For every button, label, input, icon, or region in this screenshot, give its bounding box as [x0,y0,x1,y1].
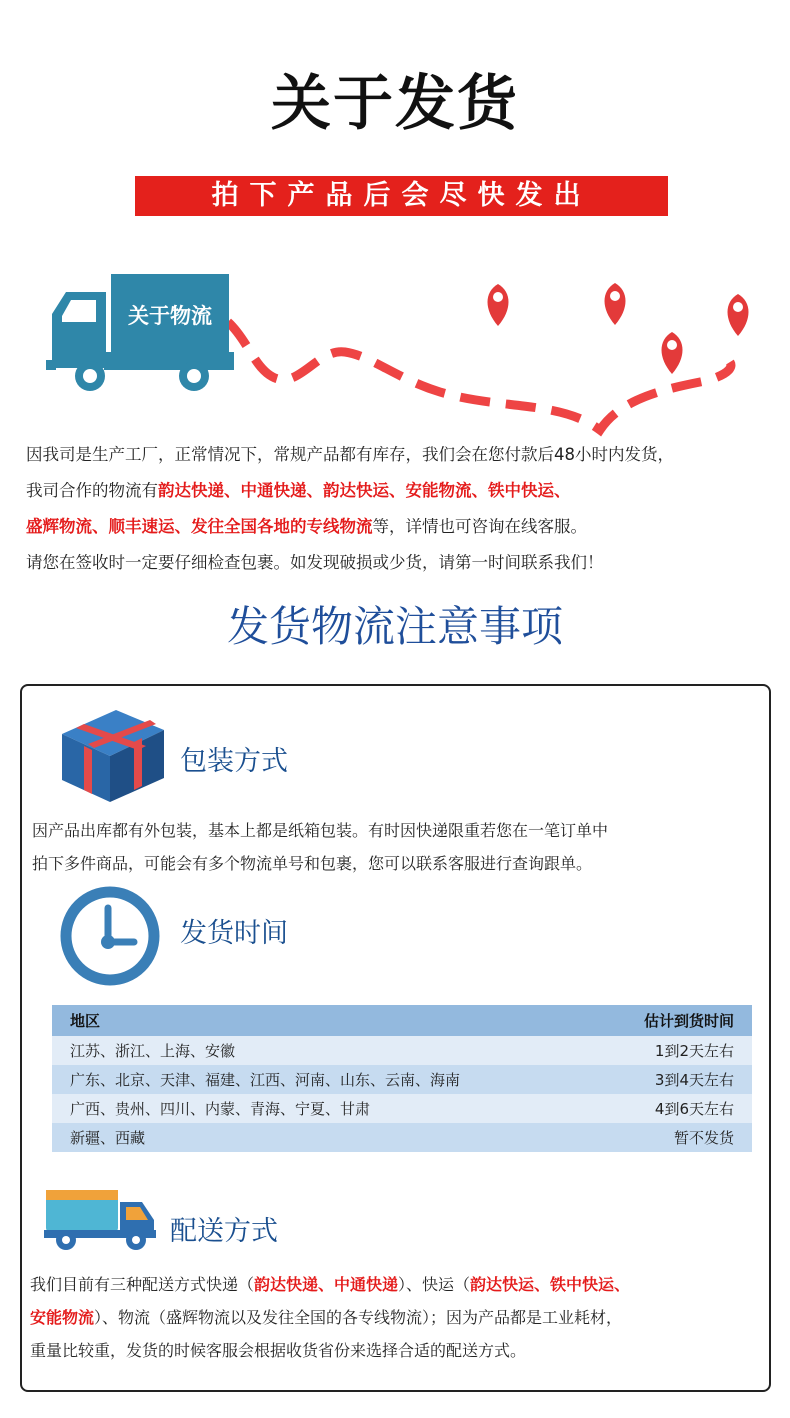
location-pin-icon [605,283,626,325]
time-cell: 暂不发货 [592,1123,752,1152]
intro-line: 我司合作的物流有韵达快递、中通快递、韵达快运、安能物流、铁中快运、 [26,481,571,500]
time-cell: 4到6天左右 [592,1094,752,1123]
delivery-heading: 配送方式 [170,1216,278,1247]
table-header-row [52,1005,752,1036]
location-pin-icon [662,332,683,374]
page-title: 关于发货 [271,69,519,139]
location-pin-icon [728,294,749,336]
packaging-heading: 包装方式 [180,746,288,777]
table-row [52,1036,752,1065]
region-cell: 新疆、西藏 [52,1123,592,1152]
section-title: 发货物流注意事项 [226,602,563,651]
time-cell: 3到4天左右 [592,1065,752,1094]
time-cell: 1到2天左右 [592,1036,752,1065]
intro-line: 因我司是生产工厂，正常情况下，常规产品都有库存，我们会在您付款后48小时内发货， [26,445,674,464]
carrier-list: 盛辉物流、顺丰速运、发往全国各地的专线物流 [26,517,373,536]
shipping-time-table [52,1005,752,1152]
location-pin-icon [488,284,509,326]
table-row [52,1094,752,1123]
delivery-truck-icon [44,1186,156,1252]
intro-paragraph [26,437,776,581]
intro-line: 请您在签收时一定要仔细检查包裹。如发现破损或少货，请第一时间联系我们！ [26,553,604,572]
region-cell: 广东、北京、天津、福建、江西、河南、山东、云南、海南 [52,1065,592,1094]
delivery-text: 我们目前有三种配送方式快递（韵达快递、中通快递）、快运（韵达快运、铁中快运、 安能物流）、物流（盛辉物流以及发往全国的各专线物流）；因为产品都是工业耗材， 重量比较重，发货的时候客服会根据收货省份来选择合适的配送方式。 [30,1275,631,1360]
table-row [52,1065,752,1094]
truck-icon [44,272,234,392]
package-box-icon [58,704,168,804]
column-header-time: 估计到货时间 [592,1005,752,1036]
shipping-banner: 拍下产品后会尽快发出 [135,176,668,216]
carrier-list: 韵达快递、中通快递、韵达快运、安能物流、铁中快运、 [158,481,571,500]
region-cell: 广西、贵州、四川、内蒙、青海、宁夏、甘肃 [52,1094,592,1123]
table-row [52,1123,752,1152]
clock-icon [58,884,162,988]
region-cell: 江苏、浙江、上海、安徽 [52,1036,592,1065]
truck-label: 关于物流 [111,274,229,352]
shipping-time-heading: 发货时间 [180,918,288,949]
column-header-region: 地区 [52,1005,592,1036]
packaging-text: 因产品出库都有外包装，基本上都是纸箱包装。有时因快递限重若您在一笔订单中 拍下多件商品，可能会有多个物流单号和包裹，您可以联系客服进行查询跟单。 [32,821,609,873]
intro-line: 盛辉物流、顺丰速运、发往全国各地的专线物流等，详情也可咨询在线客服。 [26,517,587,536]
